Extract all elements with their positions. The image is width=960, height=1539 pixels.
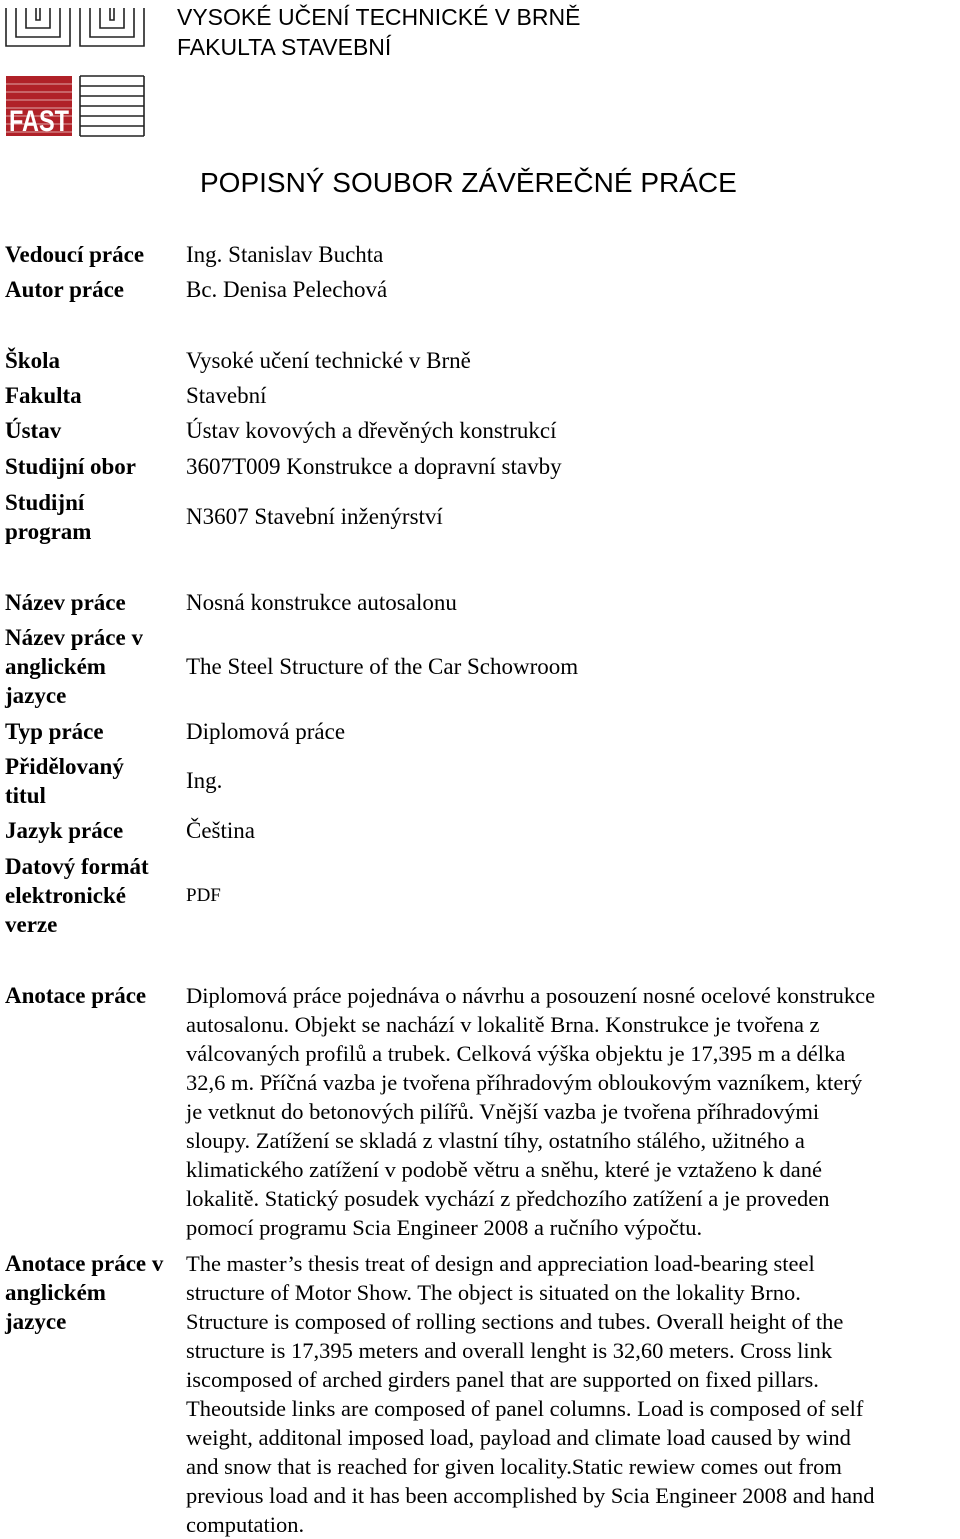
annotation-label: Anotace práce	[5, 983, 147, 1008]
degree-value: Ing.	[186, 768, 223, 793]
annotation-line: válcovaných profilů a trubek. Celková výška objektu je 17,395 m a délka	[186, 1041, 846, 1066]
annotation-line: je vetknut do betonových pilířů. Vnější vazba je tvořena příhradovými	[186, 1099, 820, 1124]
field-of-study-value: 3607T009 Konstrukce a dopravní stavby	[186, 454, 562, 479]
institute-value: Ústav kovových a dřevěných konstrukcí	[186, 418, 557, 443]
annotation-en-line: The master’s thesis treat of design and appreciation load-bearing steel	[186, 1251, 815, 1276]
annotation-en-label: Anotace práce v anglickém jazyce	[5, 1251, 164, 1334]
annotation-en-line: and snow that is reached for given locality.Static rewiew comes out from	[186, 1454, 842, 1479]
thesis-title-en-value: The Steel Structure of the Car Schowroom	[186, 654, 579, 679]
degree-label: Přidělovaný titul	[5, 754, 124, 808]
annotation-en-line: Structure is composed of rolling sections and tubes. Overall height of the	[186, 1309, 844, 1334]
thesis-title-label: Název práce	[5, 590, 126, 615]
annotation-line: 32,6 m. Příčná vazba je tvořena příhradovým obloukovým vazníkem, který	[186, 1070, 863, 1095]
annotation-line: autosalonu. Objekt se nachází v lokalitě Brna. Konstrukce je tvořena z	[186, 1012, 820, 1037]
author-value: Bc. Denisa Pelechová	[186, 277, 388, 302]
annotation-en-line: structure of Motor Show. The object is situated on the lokality Brno.	[186, 1280, 801, 1305]
thesis-type-label: Typ práce	[5, 719, 104, 744]
thesis-type-value: Diplomová práce	[186, 719, 346, 744]
field-of-study-label: Studijní obor	[5, 454, 137, 479]
data-format-label: Datový formát elektronické verze	[5, 854, 149, 937]
data-format-value: PDF	[186, 885, 221, 906]
annotation-en-line: Theoutside links are composed of panel columns. Load is composed of self	[186, 1396, 864, 1421]
annotation-text	[186, 981, 960, 1242]
annotation-line: sloupy. Zatížení se skladá z vlastní tíhy, ostatního stálého, užitného a	[186, 1128, 805, 1153]
annotation-en-text	[186, 1249, 960, 1539]
institute-label: Ústav	[5, 418, 62, 443]
faculty-value: Stavební	[186, 383, 267, 408]
school-value: Vysoké učení technické v Brně	[186, 348, 471, 373]
author-label: Autor práce	[5, 277, 125, 302]
faculty-label: Fakulta	[5, 383, 82, 408]
language-label: Jazyk práce	[5, 818, 124, 843]
annotation-en-line: computation.	[186, 1512, 305, 1537]
study-program-label: Studijní program	[5, 490, 92, 544]
faculty-name: FAKULTA STAVEBNÍ	[177, 34, 392, 60]
annotation-en-line: previous load and it has been accomplished by Scia Engineer 2008 and hand	[186, 1483, 875, 1508]
university-name: VYSOKÉ UČENÍ TECHNICKÉ V BRNĚ	[177, 4, 581, 30]
annotation-line: klimatického zatížení v podobě větru a sněhu, které je vztaženo k dané	[186, 1157, 822, 1182]
supervisor-label: Vedoucí práce	[5, 242, 145, 267]
study-program-value: N3607 Stavební inženýrství	[186, 504, 443, 529]
annotation-en-line: iscomposed of arched girders panel that are supported on fixed pillars.	[186, 1367, 819, 1392]
annotation-line: Diplomová práce pojednáva o návrhu a posouzení nosné ocelové konstrukce	[186, 983, 876, 1008]
thesis-title-en-label: Název práce v anglickém jazyce	[5, 625, 143, 708]
annotation-line: pomocí programu Scia Engineer 2008 a ručního výpočtu.	[186, 1215, 703, 1240]
language-value: Čeština	[186, 818, 255, 843]
annotation-en-line: structure is 17,395 meters and overall lenght is 32,60 meters. Cross link	[186, 1338, 833, 1363]
fast-logo	[4, 6, 148, 138]
school-label: Škola	[5, 348, 60, 373]
thesis-title-value: Nosná konstrukce autosalonu	[186, 590, 457, 615]
annotation-line: lokalitě. Statický posudek vychází z předchozího zatížení a je proveden	[186, 1186, 830, 1211]
document-title: POPISNÝ SOUBOR ZÁVĚREČNÉ PRÁCE	[200, 167, 737, 198]
annotation-en-line: weight, additonal imposed load, payload and climate load caused by wind	[186, 1425, 851, 1450]
svg-text:FAST: FAST	[9, 105, 69, 138]
supervisor-value: Ing. Stanislav Buchta	[186, 242, 384, 267]
